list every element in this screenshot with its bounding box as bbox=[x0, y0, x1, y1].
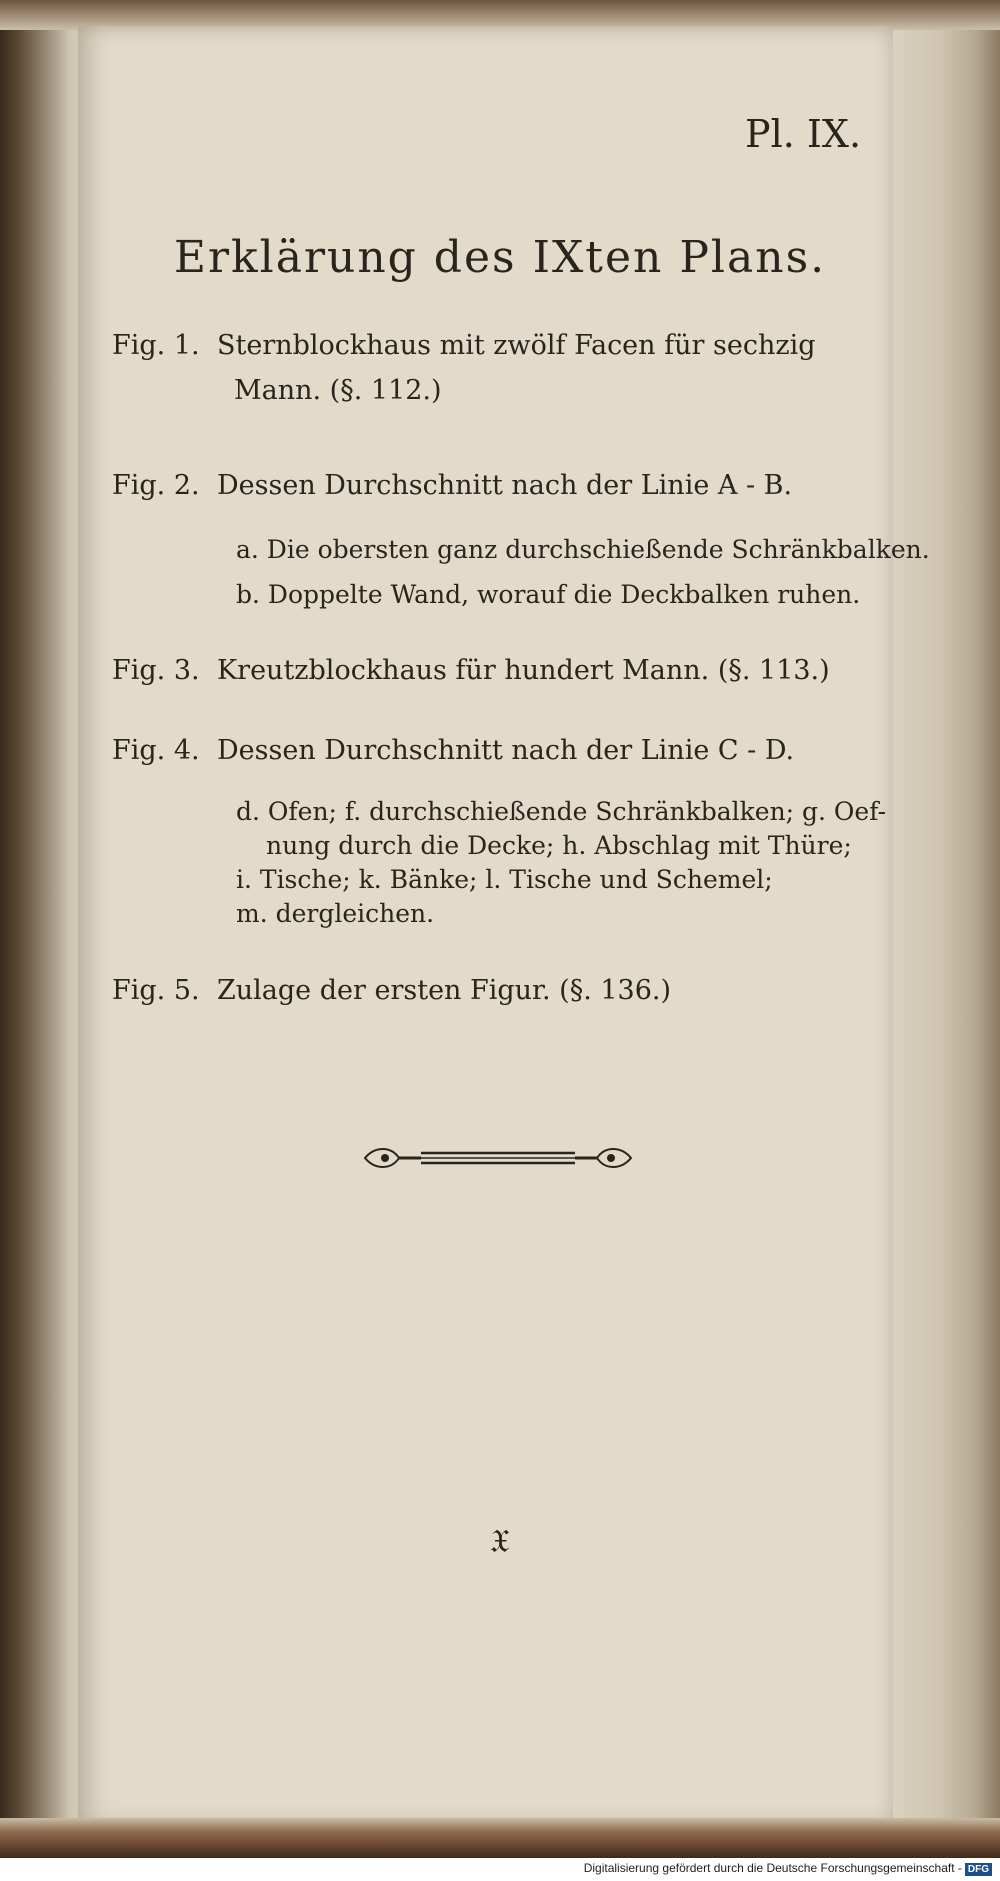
figure-text-continuation: Mann. (§. 112.) bbox=[234, 375, 442, 406]
figure-label: Fig. 4. bbox=[112, 735, 200, 766]
figure-label: Fig. 3. bbox=[112, 655, 200, 686]
figure-4-legend bbox=[236, 795, 886, 931]
figure-text: Sternblockhaus mit zwölf Facen für sechzig bbox=[217, 330, 816, 361]
legend-line: m. dergleichen. bbox=[236, 899, 435, 928]
figure-label: Fig. 1. bbox=[112, 330, 200, 361]
figure-5-entry bbox=[112, 975, 671, 1006]
figure-3-entry bbox=[112, 655, 830, 686]
figure-4-entry bbox=[112, 735, 794, 766]
figure-2-entry bbox=[112, 470, 792, 501]
plate-label: Pl. IX. bbox=[745, 112, 862, 156]
signature-mark: 𝔛 bbox=[490, 1522, 510, 1560]
footer-text: Digitalisierung gefördert durch die Deutsche Forschungsgemeinschaft - bbox=[583, 1861, 962, 1875]
figure-label: Fig. 2. bbox=[112, 470, 200, 501]
footer-credit bbox=[584, 1861, 992, 1876]
ornament-divider-icon bbox=[363, 1140, 633, 1176]
figure-2-item-a: a. Die obersten ganz durchschießende Schränkbalken. bbox=[236, 535, 930, 564]
figure-text: Kreutzblockhaus für hundert Mann. (§. 113.) bbox=[217, 655, 830, 686]
figure-1-entry bbox=[112, 330, 816, 406]
figure-text: Dessen Durchschnitt nach der Linie A - B. bbox=[217, 470, 793, 501]
figure-text: Dessen Durchschnitt nach der Linie C - D. bbox=[217, 735, 795, 766]
legend-line: i. Tische; k. Bänke; l. Tische und Schemel; bbox=[236, 865, 773, 894]
figure-text: Zulage der ersten Figur. (§. 136.) bbox=[217, 975, 672, 1006]
page-title: Erklärung des IXten Plans. bbox=[173, 232, 827, 283]
bottom-book-edge bbox=[0, 1818, 1000, 1858]
dfg-logo: DFG bbox=[965, 1863, 992, 1876]
legend-line: d. Ofen; f. durchschießende Schränkbalken; g. Oef- bbox=[236, 797, 887, 826]
legend-line: nung durch die Decke; h. Abschlag mit Thüre; bbox=[266, 831, 852, 860]
figure-2-item-b: b. Doppelte Wand, worauf die Deckbalken ruhen. bbox=[236, 580, 861, 609]
figure-label: Fig. 5. bbox=[112, 975, 200, 1006]
